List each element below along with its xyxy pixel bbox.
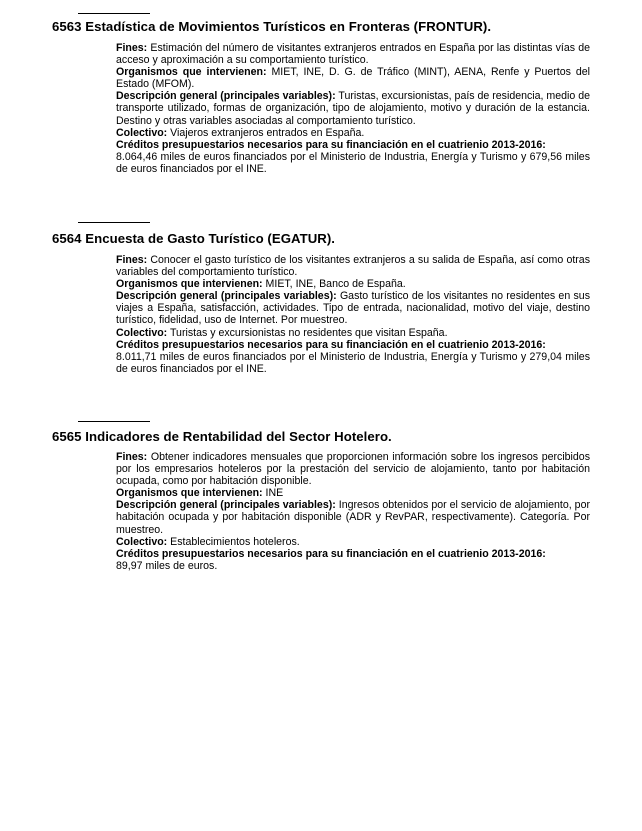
section-title — [52, 231, 335, 246]
section-body — [116, 451, 590, 572]
section-body — [116, 254, 590, 375]
descripcion-label: Descripción general (principales variables): — [116, 290, 337, 303]
organismos-text: MIET, INE, D. G. de Tráfico (MINT), AENA, Renfe y Puertos del Estado (MFOM). — [116, 66, 590, 91]
colectivo-text: Viajeros extranjeros entrados en España. — [170, 126, 365, 139]
fines-label: Fines: — [116, 451, 148, 463]
organismos-text: MIET, INE, Banco de España. — [265, 278, 406, 291]
colectivo-paragraph — [116, 536, 590, 548]
descripcion-label: Descripción general (principales variables): — [116, 499, 336, 512]
creditos-text: 8.064,46 miles de euros financiados por el Ministerio de Industria, Energía y Turismo y 679,56 miles de euros financiados por el INE. — [116, 150, 590, 175]
section-number: 6565 — [52, 429, 82, 444]
organismos-paragraph — [116, 278, 590, 290]
creditos-text: 8.011,71 miles de euros financiados por el Ministerio de Industria, Energía y Turismo y 279,04 miles de euros financiados por el INE. — [116, 350, 590, 375]
descripcion-label: Descripción general (principales variables): — [116, 90, 336, 103]
organismos-paragraph — [116, 487, 590, 499]
section-divider — [78, 421, 150, 422]
section-body — [116, 42, 590, 175]
descripcion-paragraph — [116, 290, 590, 326]
descripcion-text: Turistas, excursionistas, país de residencia, medio de transporte utilizado, formas de organización, tipo de alojamiento, motivo y duración de la estancia. Destino y otras variables asociadas al comportamiento turístico. — [116, 90, 590, 127]
section-title — [52, 429, 392, 444]
section-number: 6563 — [52, 19, 82, 34]
section-title-text: Indicadores de Rentabilidad del Sector Hotelero. — [85, 429, 392, 444]
organismos-label: Organismos que intervienen: — [116, 278, 263, 291]
creditos-label: Créditos presupuestarios necesarios para su financiación en el cuatrienio 2013-2016: — [116, 547, 546, 560]
colectivo-label: Colectivo: — [116, 326, 168, 339]
colectivo-text: Establecimientos hoteleros. — [170, 535, 300, 548]
section-divider — [78, 222, 150, 223]
creditos-paragraph — [116, 139, 590, 175]
fines-label: Fines: — [116, 42, 148, 54]
descripcion-text: Ingresos obtenidos por el servicio de alojamiento, por habitación ocupada y por habitación disponible (ADR y RevPAR, respectivamente). Categoría. Por muestreo. — [116, 499, 590, 536]
section-divider — [78, 13, 150, 14]
creditos-paragraph — [116, 339, 590, 375]
creditos-text: 89,97 miles de euros. — [116, 559, 218, 572]
descripcion-text: Gasto turístico de los visitantes no residentes en sus viajes a España, satisfacción, actividades. Tipo de entrada, nacionalidad, motivo del viaje, destino turístico, fidelidad, uso de Internet. Por muestreo. — [116, 290, 590, 327]
creditos-label: Créditos presupuestarios necesarios para su financiación en el cuatrienio 2013-2016: — [116, 338, 546, 351]
organismos-text: INE — [265, 487, 284, 500]
section-title-text: Encuesta de Gasto Turístico (EGATUR). — [85, 231, 336, 246]
section-number: 6564 — [52, 231, 82, 246]
organismos-label: Organismos que intervienen: — [116, 487, 263, 500]
fines-paragraph — [116, 254, 590, 278]
fines-text: Conocer el gasto turístico de los visitantes extranjeros a su salida de España, así como otras variables del comportamiento turístico. — [116, 254, 590, 279]
creditos-label: Créditos presupuestarios necesarios para su financiación en el cuatrienio 2013-2016: — [116, 138, 546, 151]
colectivo-paragraph — [116, 327, 590, 339]
fines-label: Fines: — [116, 254, 148, 266]
colectivo-label: Colectivo: — [116, 535, 168, 548]
section-title-text: Estadística de Movimientos Turísticos en Fronteras (FRONTUR). — [85, 19, 492, 34]
fines-paragraph — [116, 42, 590, 66]
section-title — [52, 19, 491, 34]
fines-paragraph — [116, 451, 590, 487]
descripcion-paragraph — [116, 90, 590, 126]
creditos-paragraph — [116, 548, 590, 572]
fines-text: Estimación del número de visitantes extranjeros entrados en España por las distintas vías de acceso y aproximación a su comportamiento turístico. — [116, 42, 590, 67]
colectivo-label: Colectivo: — [116, 126, 168, 139]
organismos-paragraph — [116, 66, 590, 90]
colectivo-text: Turistas y excursionistas no residentes que visitan España. — [169, 326, 448, 339]
descripcion-paragraph — [116, 499, 590, 535]
colectivo-paragraph — [116, 127, 590, 139]
fines-text: Obtener indicadores mensuales que proporcionen información sobre los ingresos percibidos por los empresarios hoteleros por la prestación del servicio de alojamiento, tanto por habitación ocupada, como por habitación disponible. — [116, 451, 590, 488]
organismos-label: Organismos que intervienen: — [116, 66, 267, 79]
